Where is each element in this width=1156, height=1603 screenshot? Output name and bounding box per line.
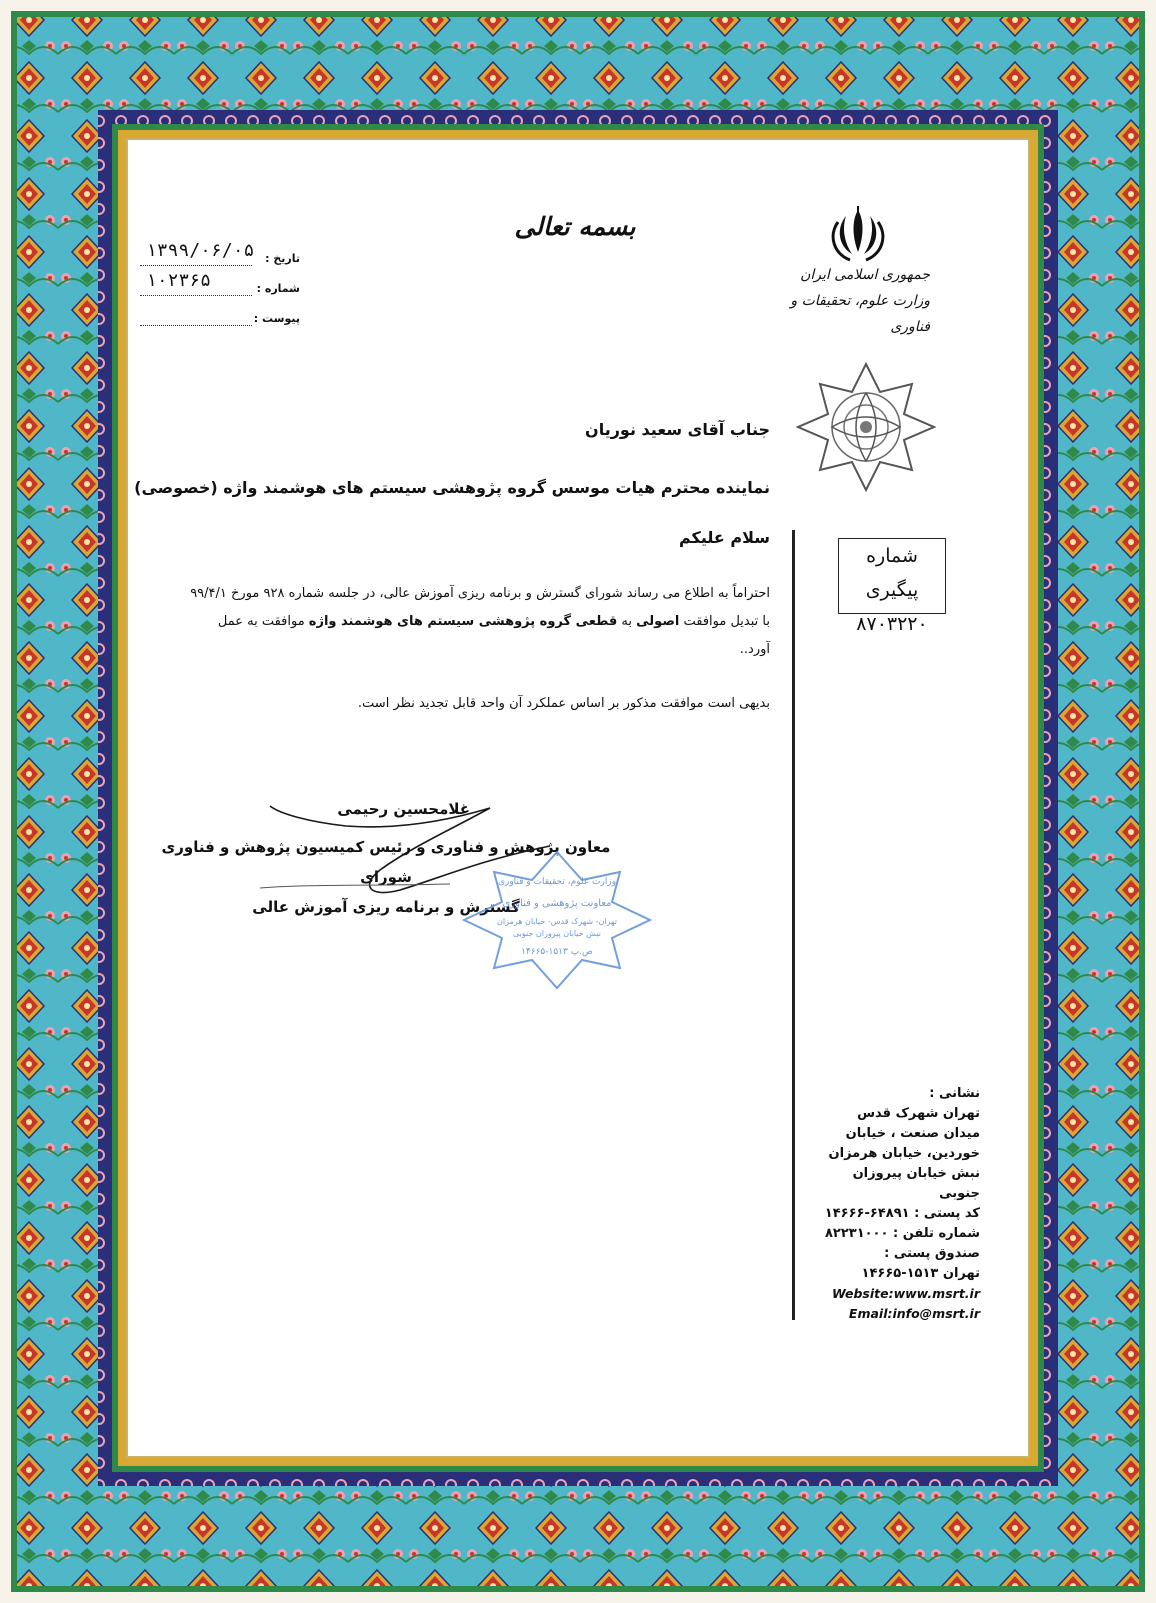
date-value: ۱۳۹۹/۰۶/۰۵	[146, 240, 255, 261]
number-label: شماره :	[256, 282, 300, 295]
tracking-value: ۸۷۰۳۲۲۰	[856, 613, 928, 635]
bismillah-heading: بسمه تعالی	[514, 212, 636, 241]
para1-bold-d: قطعی گروه پژوهشی سیستم های هوشمند واژه	[308, 614, 618, 629]
address-line-3: خوردین، خیابان هرمزان	[828, 1146, 980, 1161]
signatory-title-line-1: معاون پژوهش و فناوری و رئیس کمیسیون پژوهش و فناوری شورای	[161, 838, 611, 886]
address-line-2: میدان صنعت ، خیابان	[845, 1126, 980, 1141]
number-value: ۱۰۲۳۶۵	[146, 270, 212, 291]
website-link[interactable]: Website:www.msrt.ir	[832, 1286, 980, 1301]
attachment-field	[140, 312, 300, 330]
phone-number: شماره تلفن : ۸۲۲۳۱۰۰۰	[824, 1226, 980, 1241]
po-box-value: تهران ۱۵۱۳-۱۴۶۶۵	[861, 1266, 980, 1281]
date-field	[140, 240, 300, 270]
recipient: جناب آقای سعید نوریان	[585, 420, 770, 439]
para1-text-e: موافقت به عمل آورد..	[217, 614, 770, 657]
sidebar-divider	[792, 530, 795, 1320]
stamp-line-1: وزارت علوم، تحقیقات و فناوری	[497, 877, 617, 887]
official-stamp	[462, 850, 652, 990]
rosette-ornament-icon	[796, 362, 936, 492]
ministry-address	[810, 1084, 980, 1324]
stamp-line-5: ص.پ ۱۵۱۳-۱۴۶۶۵	[521, 947, 593, 957]
attachment-label: پیوست :	[253, 312, 300, 325]
greeting: سلام علیکم	[678, 528, 770, 547]
stamp-line-4: نبش خیابان پیروزان جنوبی	[512, 929, 602, 938]
ministry-name: وزارت علوم، تحقیقات و فناوری	[790, 293, 930, 335]
number-field	[140, 270, 300, 300]
postal-code: کد پستی : ۶۴۸۹۱-۱۴۶۶۶	[824, 1206, 980, 1221]
address-label: نشانی :	[929, 1086, 980, 1101]
recipient-organization: نماینده محترم هیات موسس گروه پژوهشی سیستم های هوشمند واژه (خصوصی)	[134, 478, 770, 497]
stamp-line-2: معاونت پژوهشی و فناوری	[502, 898, 612, 909]
date-label: تاریخ :	[265, 252, 300, 265]
ministry-heading	[790, 262, 930, 340]
para1-text-a: احتراماً به اطلاع می رساند شورای گسترش و برنامه ریزی آموزش عالی، در جلسه شماره ۹۲۸ مورخ ۹۹/۴/۱ با تبدیل موافقت	[190, 586, 770, 629]
iran-emblem-icon	[828, 206, 888, 262]
po-box-label: صندوق پستی :	[884, 1246, 980, 1261]
address-line-4: نبش خیابان پیروزان جنوبی	[852, 1166, 980, 1201]
tracking-number-box	[838, 538, 946, 635]
para1-text-c: به	[617, 614, 637, 629]
para1-bold-a: اصولی	[636, 614, 680, 629]
tracking-label: شماره پیگیری	[865, 545, 919, 601]
letter-paragraph-1	[190, 580, 770, 664]
country-name: جمهوری اسلامی ایران	[800, 267, 930, 283]
address-line-1: تهران شهرک قدس	[857, 1106, 980, 1121]
signatory-title-line-2: گسترش و برنامه ریزی آموزش عالی	[252, 898, 520, 916]
letter-paragraph-2: بدیهی است موافقت مذکور بر اساس عملکرد آن واحد قابل تجدید نظر است.	[357, 696, 770, 711]
signatory-name: غلامحسین رحیمی	[337, 800, 470, 818]
stamp-line-3: تهران- شهرک قدس- خیابان هرمزان	[497, 917, 617, 926]
email-link[interactable]: Email:info@msrt.ir	[848, 1306, 980, 1321]
